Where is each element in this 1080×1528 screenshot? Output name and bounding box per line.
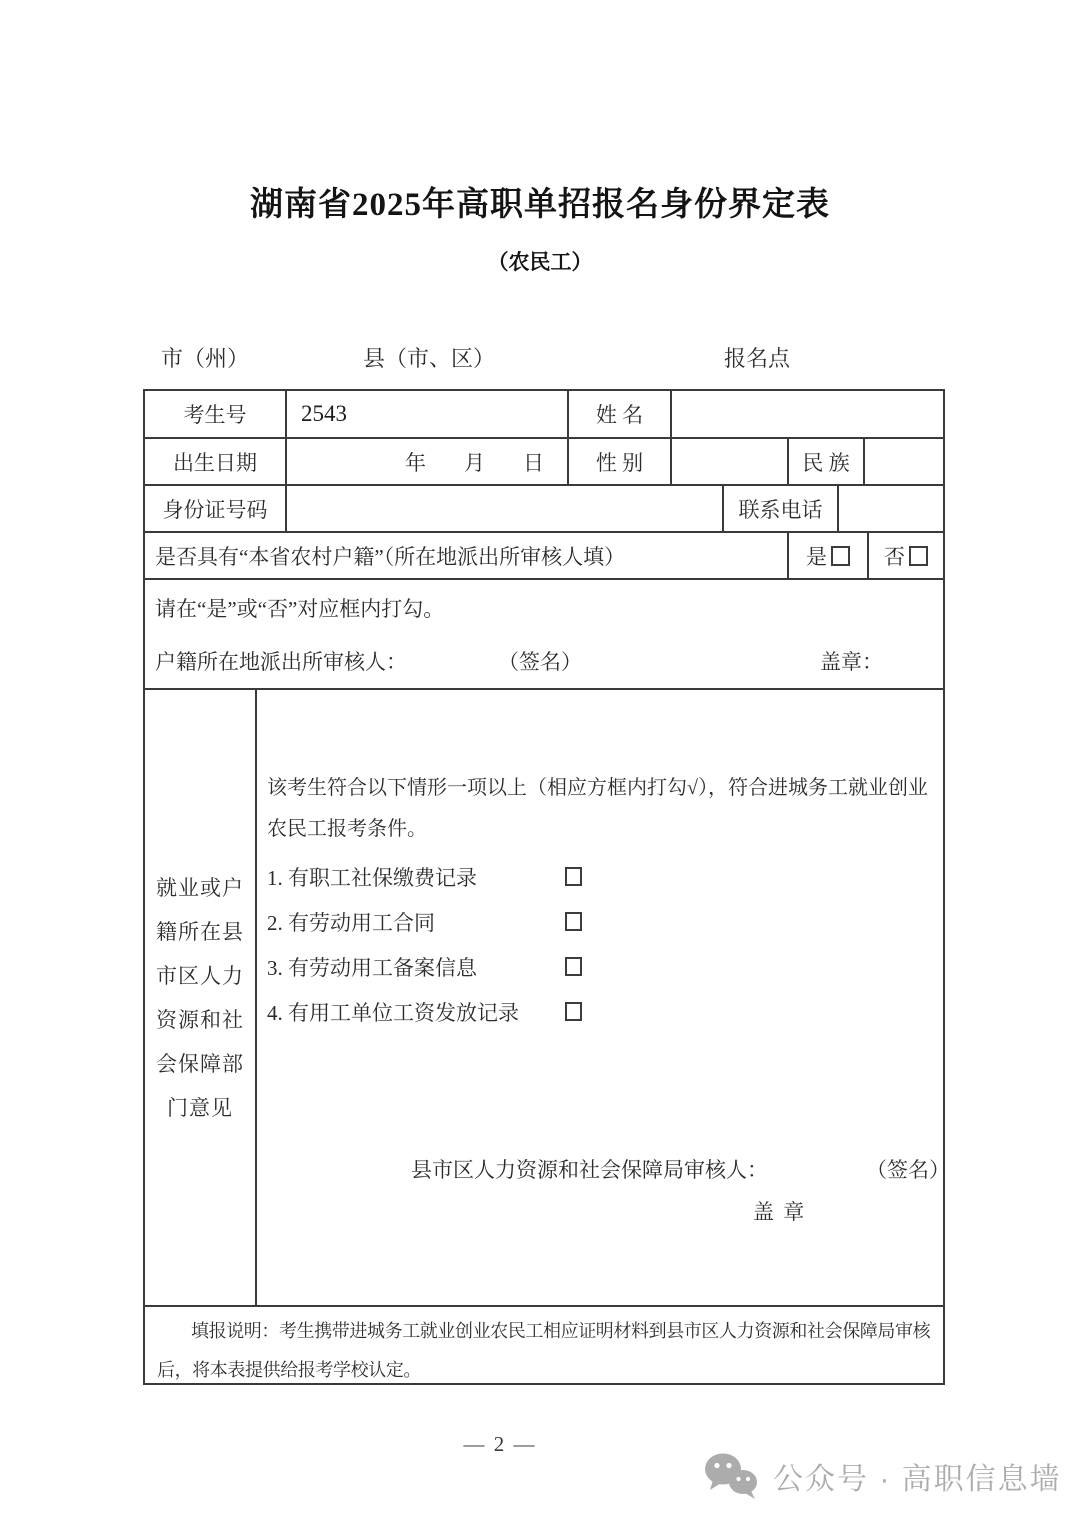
eligibility-item-3 xyxy=(267,944,582,989)
hr-signature-label: （签名） xyxy=(866,1158,950,1182)
watermark-text: 公众号 · 高职信息墙 xyxy=(773,1463,1062,1496)
police-auditor-label: 户籍所在地派出所审核人： xyxy=(155,650,407,674)
phone-label: 联系电话 xyxy=(724,486,839,531)
id-number-label: 身份证号码 xyxy=(145,486,287,531)
page-subtitle: （农民工） xyxy=(487,250,593,274)
filling-note-line2: 后，将本表提供给报考学校认定。 xyxy=(157,1360,421,1380)
date-unit-month: 月 xyxy=(464,450,485,475)
yes-option-cell xyxy=(789,533,869,578)
row-police-audit xyxy=(145,580,943,690)
candidate-number-value: 2543 xyxy=(301,401,347,426)
police-seal-label: 盖章： xyxy=(820,650,883,674)
birthdate-label: 出生日期 xyxy=(145,439,287,484)
rural-household-question: 是否具有“本省农村户籍”（所在地派出所审核人填） xyxy=(145,533,789,578)
row-hr-department-opinion xyxy=(145,690,950,1307)
phone-value-cell xyxy=(839,486,943,531)
page-title: 湖南省2025年高职单招报名身份界定表 xyxy=(250,187,830,223)
ethnicity-value-cell xyxy=(865,439,943,484)
gender-value-cell xyxy=(672,439,789,484)
row-birthdate xyxy=(145,439,943,486)
ethnicity-label: 民 族 xyxy=(789,439,865,484)
location-line xyxy=(0,342,1080,374)
wechat-icon xyxy=(703,1452,761,1500)
watermark xyxy=(703,1452,1062,1500)
eligibility-intro xyxy=(267,768,928,850)
hr-section-label-line: 门意见 xyxy=(167,1095,233,1120)
eligibility-item-2-checkbox xyxy=(565,912,582,931)
hr-section-label xyxy=(145,690,257,1305)
date-unit-day: 日 xyxy=(523,450,544,475)
gender-label: 性 别 xyxy=(569,439,672,484)
date-unit-year: 年 xyxy=(405,450,426,475)
eligibility-item-1-label: 1. 有职工社保缴费记录 xyxy=(267,865,477,890)
yes-checkbox xyxy=(831,546,850,566)
eligibility-items xyxy=(267,854,582,1034)
eligibility-item-1 xyxy=(267,854,582,899)
hr-opinion-content-cell xyxy=(257,690,950,1305)
eligibility-item-4 xyxy=(267,989,582,1034)
filling-note-line1: 填报说明：考生携带进城务工就业创业农民工相应证明材料到县市区人力资源和社会保障局审核 xyxy=(191,1321,931,1341)
birthdate-value-cell xyxy=(287,439,569,484)
eligibility-intro-line1: 该考生符合以下情形一项以上（相应方框内打勾√），符合进城务工就业创业 xyxy=(267,777,928,799)
filling-notes-cell xyxy=(145,1307,943,1382)
no-label: 否 xyxy=(884,544,905,569)
eligibility-item-2 xyxy=(267,899,582,944)
hr-seal-label: 盖 章 xyxy=(753,1200,807,1224)
eligibility-item-2-label: 2. 有劳动用工合同 xyxy=(267,910,435,935)
page-number: — 2 — xyxy=(463,1432,537,1456)
identity-form-table xyxy=(143,389,950,1385)
tick-instruction: 请在“是”或“否”对应框内打勾。 xyxy=(155,597,445,621)
row-id-number xyxy=(145,486,943,533)
county-label: 县（市、区） xyxy=(363,346,496,371)
name-label: 姓 名 xyxy=(569,391,672,437)
hr-auditor-label: 县市区人力资源和社会保障局审核人： xyxy=(411,1158,768,1182)
candidate-number-label: 考生号 xyxy=(145,391,287,437)
no-checkbox xyxy=(909,546,928,566)
hr-section-label-line: 资源和社 xyxy=(156,1007,244,1032)
row-candidate-number xyxy=(145,391,943,439)
row-filling-notes xyxy=(145,1307,943,1382)
id-number-value-cell xyxy=(287,486,724,531)
police-signature-label: （签名） xyxy=(498,650,582,674)
eligibility-item-4-checkbox xyxy=(565,1002,582,1021)
name-value-cell xyxy=(672,391,943,437)
police-audit-cell xyxy=(145,580,943,688)
eligibility-item-3-checkbox xyxy=(565,957,582,976)
no-option-cell xyxy=(869,533,943,578)
hr-section-label-line: 就业或户 xyxy=(156,875,244,900)
yes-label: 是 xyxy=(806,544,827,569)
eligibility-item-1-checkbox xyxy=(565,867,582,886)
hr-section-label-line: 市区人力 xyxy=(156,963,244,988)
hr-section-label-line: 会保障部 xyxy=(156,1051,244,1076)
city-label: 市（州） xyxy=(161,346,250,371)
eligibility-item-3-label: 3. 有劳动用工备案信息 xyxy=(267,955,477,980)
eligibility-item-4-label: 4. 有用工单位工资发放记录 xyxy=(267,1000,519,1025)
registration-site-label: 报名点 xyxy=(724,346,791,371)
hr-section-label-line: 籍所在县 xyxy=(156,919,244,944)
eligibility-intro-line2: 农民工报考条件。 xyxy=(267,818,427,840)
row-rural-household xyxy=(145,533,943,580)
